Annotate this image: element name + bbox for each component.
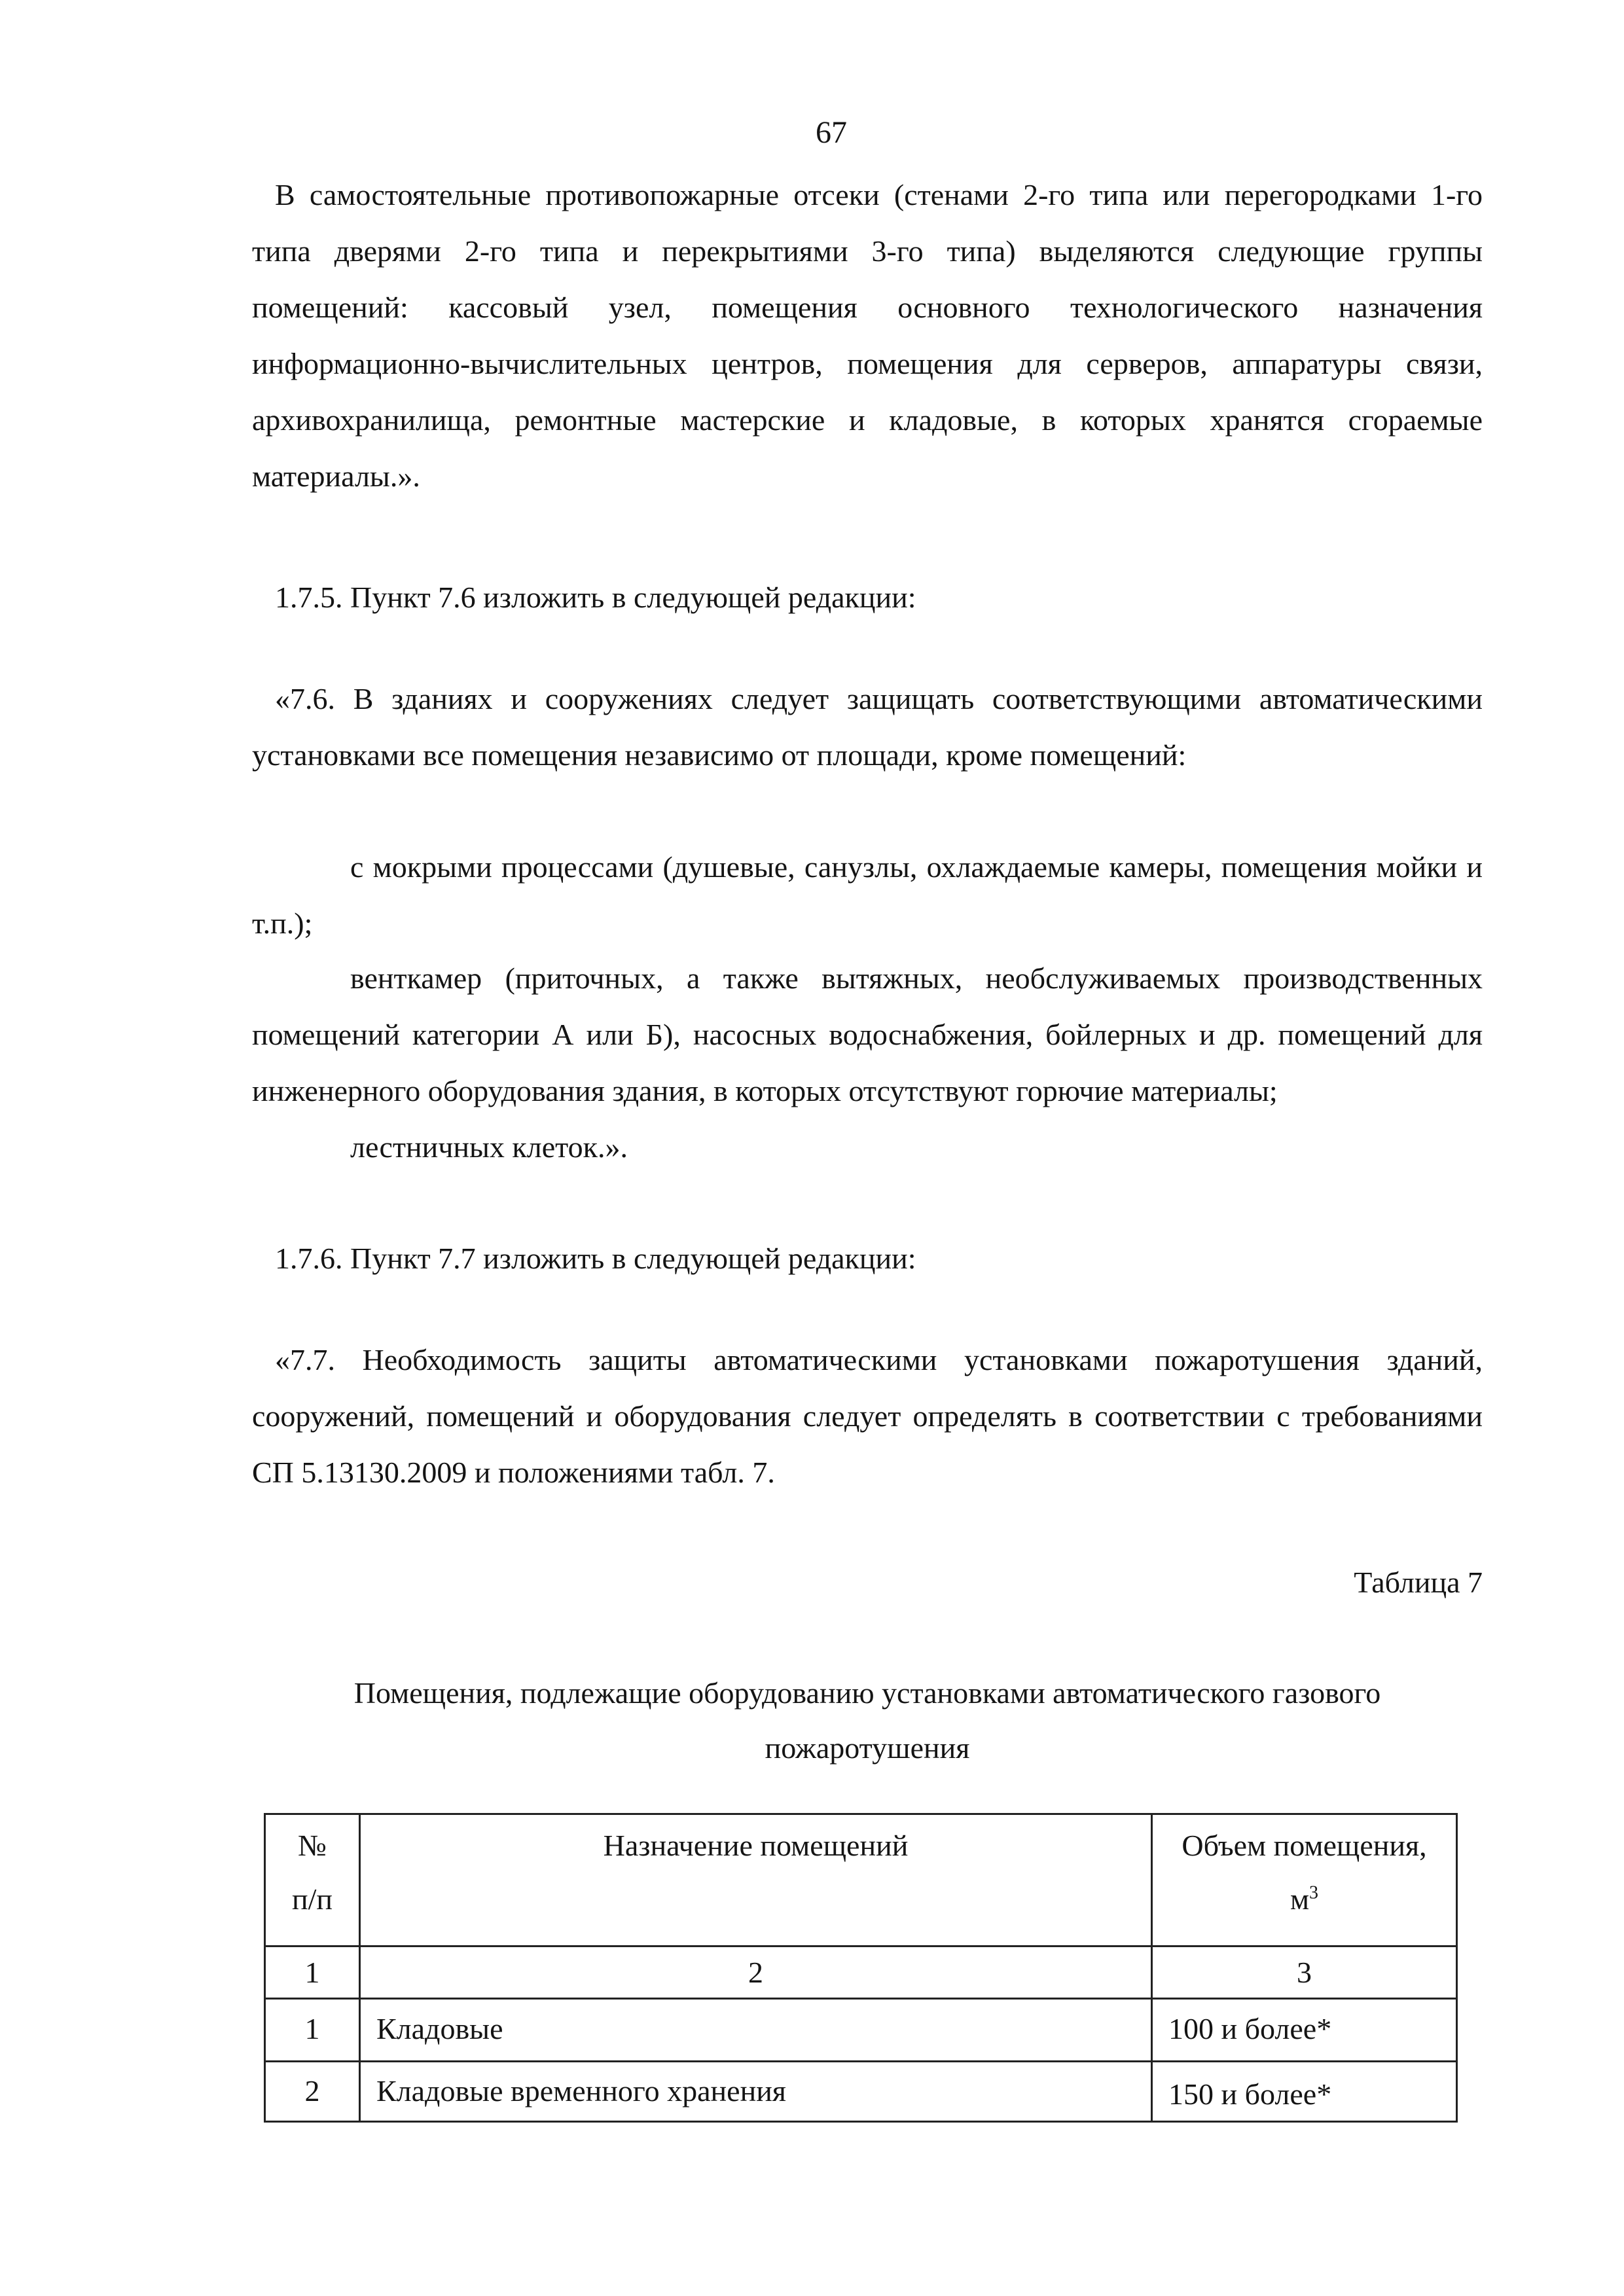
paragraph-fire-compartments: В самостоятельные противопожарные отсеки (стенами 2-го типа или перегородками 1-го типа дверями 2-го типа и перекрытиями 3-го типа) выделяются следующие группы помещений: кассовый узел, помещения основного технологического назначения информационно-вычислительных центров, помещения для серверов, аппаратуры связи, архивохранилища, ремонтные мастерские и кладовые, в которых хранятся сгораемые материалы.». xyxy=(252,178,1483,493)
row-volume: 150 и более* xyxy=(1168,2077,1332,2111)
header-number-symbol: № xyxy=(298,1829,327,1862)
clause-7-6-item-stairs: лестничных клеток.». xyxy=(350,1130,628,1164)
column-number-3: 3 xyxy=(1297,1956,1312,1989)
row-number: 2 xyxy=(304,2074,320,2108)
clause-7-7: «7.7. Необходимость защиты автоматическими установками пожаротушения зданий, сооружений, помещений и оборудования следует определять в соответствии с требованиями СП 5.13130.2009 и положениями табл. 7. xyxy=(252,1343,1483,1489)
header-number-label: п/п xyxy=(291,1882,333,1916)
row-number: 1 xyxy=(304,2012,320,2045)
column-number-1: 1 xyxy=(304,1956,320,1989)
row-purpose: Кладовые временного хранения xyxy=(376,2074,786,2108)
column-number-2: 2 xyxy=(748,1956,763,1989)
clause-7-6-item-wet: с мокрыми процессами (душевые, санузлы, охлаждаемые камеры, помещения мойки и т.п.); xyxy=(252,850,1483,940)
row-purpose: Кладовые xyxy=(376,2012,503,2045)
row-volume: 100 и более* xyxy=(1168,2012,1332,2045)
clause-7-6-item-ventilation: венткамер (приточных, а также вытяжных, необслуживаемых производственных помещений категории А или Б), насосных водоснабжения, бойлерных и др. помещений для инженерного оборудования здания, в которых отсутствуют горючие материалы; xyxy=(252,961,1483,1107)
header-volume-unit: $м^3$ xyxy=(1290,1882,1319,1916)
table-label: Таблица 7 xyxy=(1354,1566,1483,1599)
page-number: 67 xyxy=(816,115,847,150)
item-1-7-5: 1.7.5. Пункт 7.6 изложить в следующей редакции: xyxy=(275,581,916,614)
header-room-volume: Объем помещения, xyxy=(1182,1829,1427,1862)
clause-7-6-intro: «7.6. В зданиях и сооружениях следует защищать соответствующими автоматическими установками все помещения независимо от площади, кроме помещений: xyxy=(252,682,1483,772)
item-1-7-6: 1.7.6. Пункт 7.7 изложить в следующей редакции: xyxy=(275,1242,916,1275)
table-title: Помещения, подлежащие оборудованию установками автоматического газового пожаротушения xyxy=(353,1676,1381,1765)
header-room-purpose: Назначение помещений xyxy=(603,1829,909,1862)
